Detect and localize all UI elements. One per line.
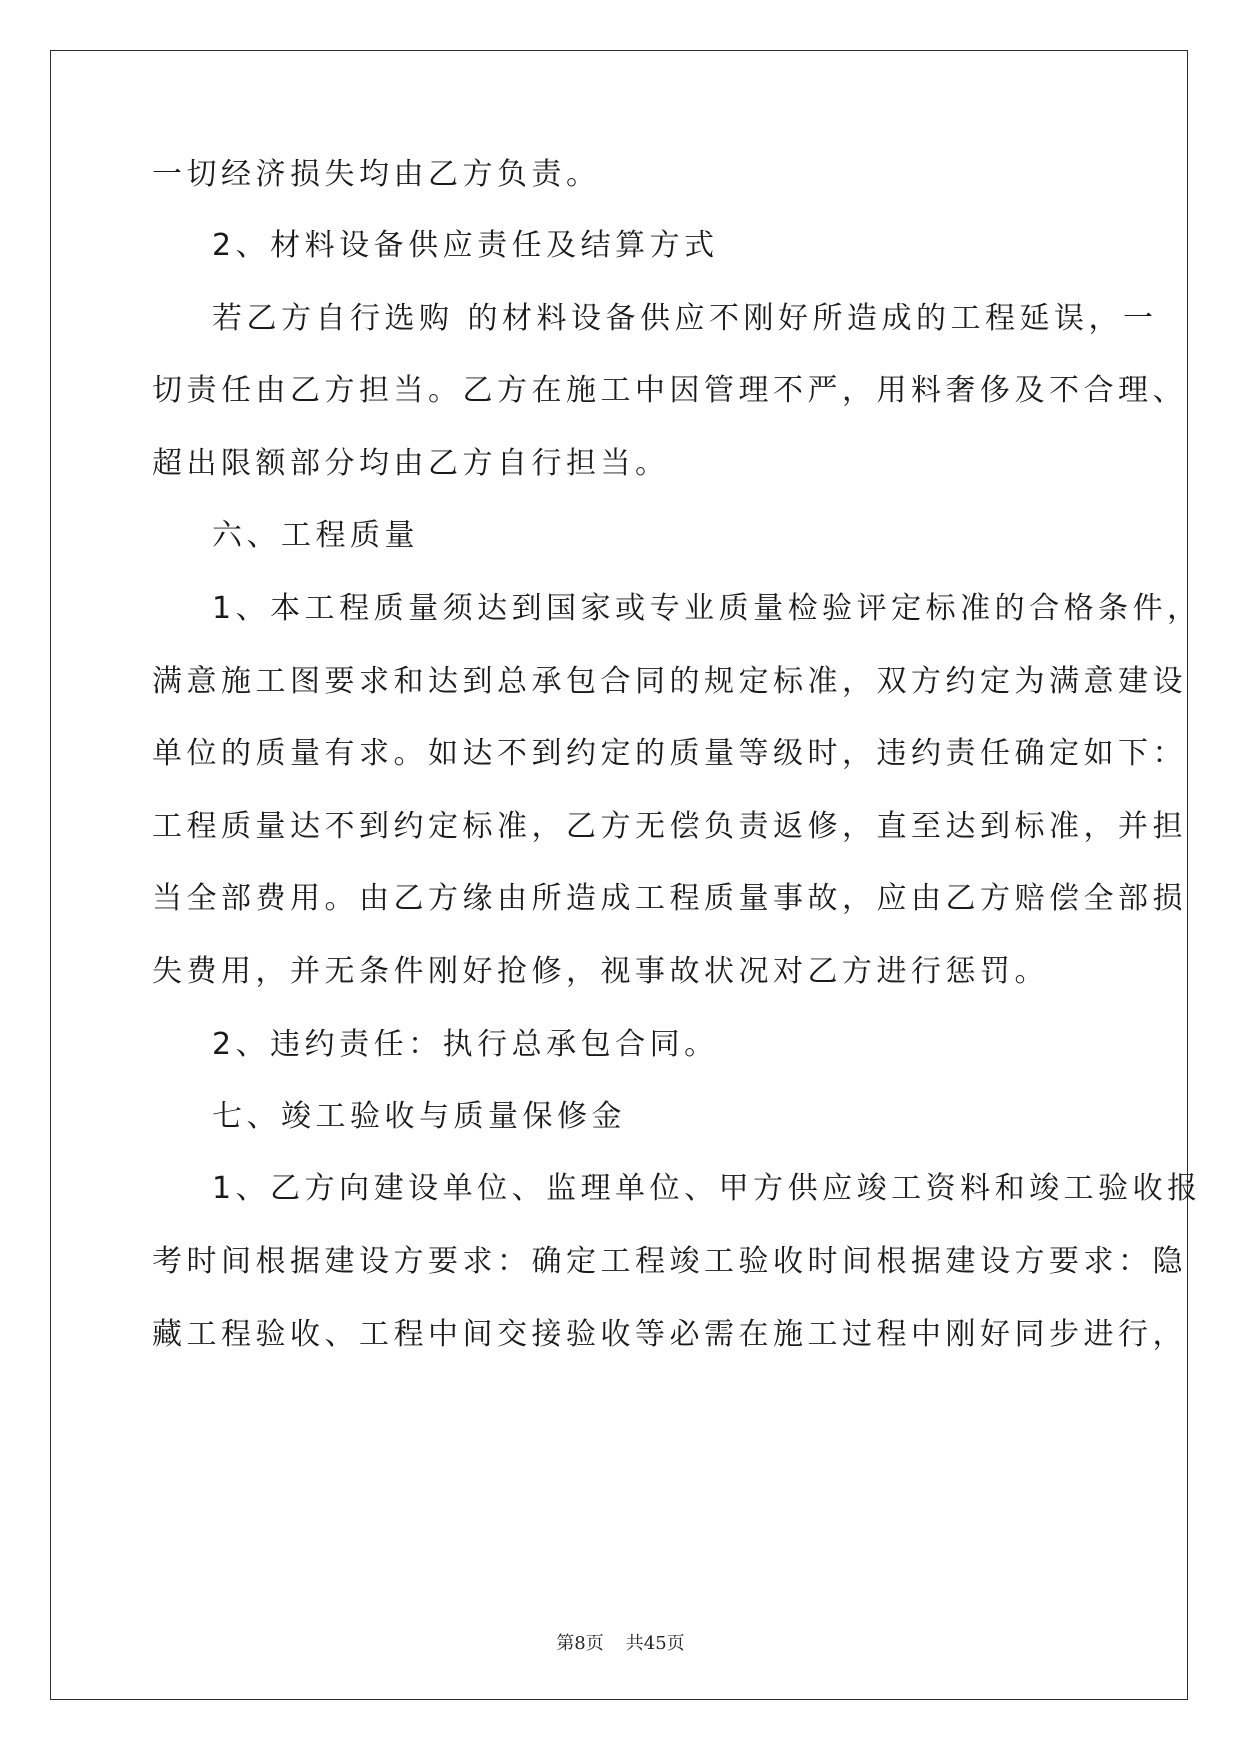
page-footer (0, 1629, 1241, 1655)
body-line-8: 满意施工图要求和达到总承包合同的规定标准，双方约定为满意建设 (152, 664, 1187, 699)
body-line-16: 考时间根据建设方要求：确定工程竣工验收时间根据建设方要求：隐 (152, 1244, 1187, 1279)
page-number-total: 共45页 (625, 1633, 685, 1654)
page-number-current: 第8页 (556, 1633, 604, 1654)
body-line-10: 工程质量达不到约定标准，乙方无偿负责返修，直至达到标准，并担 (152, 809, 1187, 844)
body-line-12: 失费用，并无条件刚好抢修，视事故状况对乙方进行惩罚。 (152, 954, 1049, 989)
body-line-6: 六、工程质量 (212, 518, 419, 553)
page-border (50, 50, 1188, 1700)
body-line-9: 单位的质量有求。如达不到约定的质量等级时，违约责任确定如下： (152, 736, 1187, 771)
body-line-1: 一切经济损失均由乙方负责。 (152, 157, 601, 192)
body-line-5: 超出限额部分均由乙方自行担当。 (152, 446, 670, 481)
body-line-4: 切责任由乙方担当。乙方在施工中因管理不严，用料奢侈及不合理、 (152, 373, 1187, 408)
body-line-2: 2、材料设备供应责任及结算方式 (212, 228, 719, 263)
body-line-15: 1、乙方向建设单位、监理单位、甲方供应竣工资料和竣工验收报 (212, 1171, 1202, 1206)
body-line-3: 若乙方自行选购 的材料设备供应不刚好所造成的工程延误，一 (212, 301, 1158, 336)
body-line-14: 七、竣工验收与质量保修金 (212, 1099, 626, 1134)
body-line-7: 1、本工程质量须达到国家或专业质量检验评定标准的合格条件， (212, 591, 1202, 626)
body-line-17: 藏工程验收、工程中间交接验收等必需在施工过程中刚好同步进行， (152, 1317, 1187, 1352)
body-line-13: 2、违约责任：执行总承包合同。 (212, 1027, 719, 1062)
body-line-11: 当全部费用。由乙方缘由所造成工程质量事故，应由乙方赔偿全部损 (152, 881, 1187, 916)
